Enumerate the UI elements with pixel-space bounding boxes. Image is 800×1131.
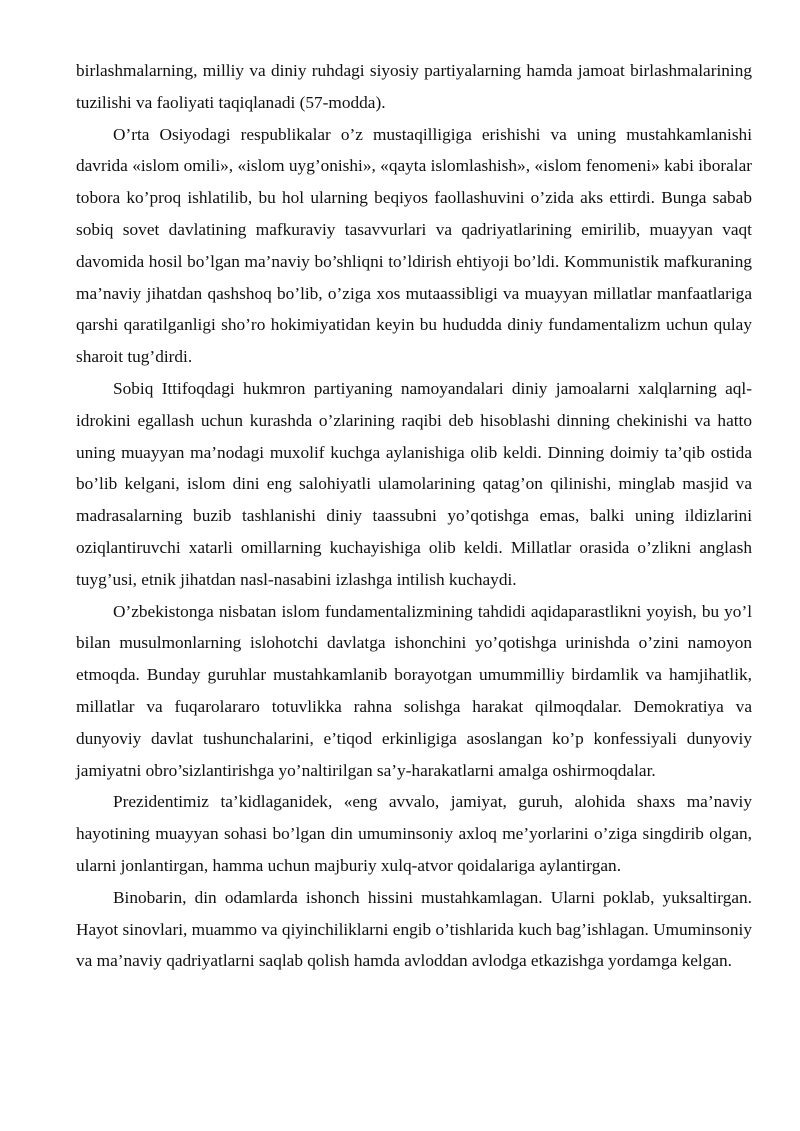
paragraph-fundamentalism-threat: O’zbekistonga nisbatan islom fundamentalizmining tahdidi aqidaparastlikni yoyish, bu yo’l bilan musulmonlarning islohotchi davlatga ishonchini yo’qotishga urinishda o’zini namoyon etmoqda. Bunday guruhlar mustahkamlanib borayotgan umummilliy birdamlik va hamjihatlik, millatlar va fuqarolararo totuvlikka rahna solishga harakat qilmoqdalar. Demokratiya va dunyoviy davlat tushunchalarini, e’tiqod erkinligiga asoslangan ko’p konfessiyali dunyoviy jamiyatni obro’sizlantirishga yo’naltirilgan sa’y-harakatlarni amalga oshirmoqdalar.: [76, 601, 752, 780]
paragraph-islam-factor: O’rta Osiyodagi respublikalar o’z mustaqilligiga erishishi va uning mustahkamlanishi davrida «islom omili», «islom uyg’onishi», «qayta islomlashish», «islom fenomeni» kabi iboralar tobora ko’proq ishlatilib, bu hol ularning beqiyos faollashuvini o’zida aks ettirdi. Bunga sabab sobiq sovet davlatining mafkuraviy tasavvurlari va qadriyatlarining emirilib, muayyan vaqt davomida hosil bo’lgan ma’naviy bo’shliqni to’ldirish ehtiyoji bo’ldi. Kommunistik mafkuraning ma’naviy jihatdan qashshoq bo’lib, o’ziga xos mutaassibligi va muayyan millatlar manfaatlariga qarshi qaratilganligi sho’ro hokimiyatidan keyin bu hududda diniy fundamentalizm uchun qulay sharoit tug’dirdi.: [76, 124, 752, 367]
paragraph-conclusion: Binobarin, din odamlarda ishonch hissini mustahkamlagan. Ularni poklab, yuksaltirgan. Hayot sinovlari, muammo va qiyinchiliklarni engib o’tishlarida kuch bag’ishlagan. Umuminsoniy va ma’naviy qadriyatlarni saqlab qolish hamda avloddan avlodga etkazishga yordamga kelgan.: [76, 887, 752, 971]
paragraph-continuation: birlashmalarning, milliy va diniy ruhdagi siyosiy partiyalarning hamda jamoat birlashmalarining tuzilishi va faoliyati taqiqlanadi (57-modda).: [76, 61, 752, 112]
paragraph-soviet-party: Sobiq Ittifoqdagi hukmron partiyaning namoyandalari diniy jamoalarni xalqlarning aql-idrokini egallash uchun kurashda o’zlarining raqibi deb hisoblashi dinning chekinishi va hatto uning muayyan ma’nodagi muxolif kuchga aylanishiga olib keldi. Dinning doimiy ta’qib ostida bo’lib kelgani, islom dini eng salohiyatli ulamolarining qatag’on qilinishi, minglab masjid va madrasalarning buzib tashlanishi diniy taassubni yo’qotishga emas, balki uning ildizlarini oziqlantiruvchi xatarli omillarning kuchayishiga olib keldi. Millatlar orasida o’zlikni anglash tuyg’usi, etnik jihatdan nasl-nasabini izlashga intilish kuchaydi.: [76, 378, 752, 589]
document-page: [76, 55, 752, 977]
paragraph-president-quote: Prezidentimiz ta’kidlaganidek, «eng avvalo, jamiyat, guruh, alohida shaxs ma’naviy hayotining muayyan sohasi bo’lgan din umuminsoniy axloq me’yorlarini o’ziga singdirib olgan, ularni jonlantirgan, hamma uchun majburiy xulq-atvor qoidalariga aylantirgan.: [76, 792, 752, 875]
